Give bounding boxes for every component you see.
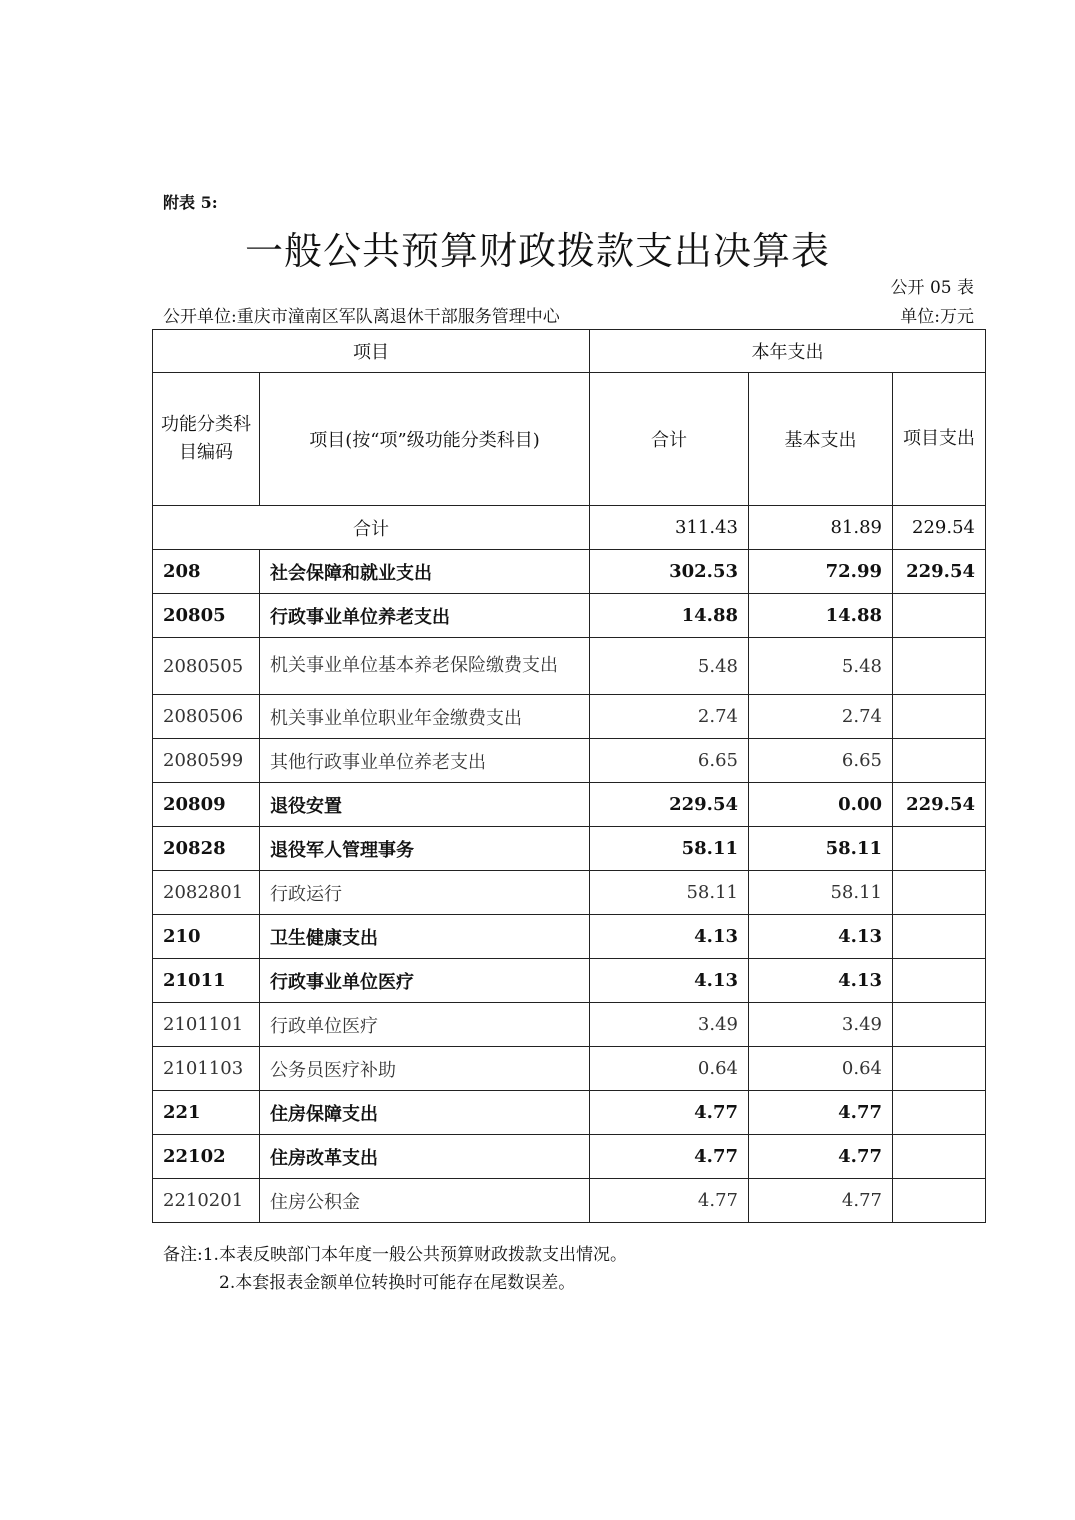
row-name: 住房保障支出 bbox=[260, 1091, 590, 1135]
row-total: 4.77 bbox=[590, 1179, 749, 1223]
table-row bbox=[153, 594, 986, 638]
note-2: 2.本套报表金额单位转换时可能存在尾数误差。 bbox=[219, 1273, 576, 1293]
row-basic: 58.11 bbox=[749, 871, 893, 915]
row-total: 4.77 bbox=[590, 1091, 749, 1135]
row-basic: 4.77 bbox=[749, 1179, 893, 1223]
row-basic: 72.99 bbox=[749, 550, 893, 594]
table-row bbox=[153, 783, 986, 827]
row-code: 2101101 bbox=[153, 1003, 260, 1047]
currency-unit: 单位:万元 bbox=[900, 307, 974, 327]
row-project bbox=[893, 1047, 986, 1091]
row-name: 机关事业单位基本养老保险缴费支出 bbox=[260, 638, 590, 695]
row-code: 2080505 bbox=[153, 638, 260, 695]
note-1: 备注:1.本表反映部门本年度一般公共预算财政拨款支出情况。 bbox=[163, 1245, 627, 1265]
header-row-top bbox=[153, 330, 986, 373]
row-project bbox=[893, 594, 986, 638]
row-project: 229.54 bbox=[893, 550, 986, 594]
page-title: 一般公共预算财政拨款支出决算表 bbox=[244, 229, 830, 273]
row-code: 22102 bbox=[153, 1135, 260, 1179]
row-project bbox=[893, 638, 986, 695]
row-total: 3.49 bbox=[590, 1003, 749, 1047]
table-row bbox=[153, 959, 986, 1003]
row-code: 210 bbox=[153, 915, 260, 959]
row-name: 行政事业单位医疗 bbox=[260, 959, 590, 1003]
total-project: 229.54 bbox=[893, 506, 986, 550]
row-project bbox=[893, 915, 986, 959]
notes bbox=[163, 1241, 627, 1297]
row-basic: 14.88 bbox=[749, 594, 893, 638]
row-project bbox=[893, 695, 986, 739]
row-total: 4.77 bbox=[590, 1135, 749, 1179]
row-name: 社会保障和就业支出 bbox=[260, 550, 590, 594]
row-code: 208 bbox=[153, 550, 260, 594]
attachment-label: 附表 5: bbox=[163, 193, 218, 212]
row-total: 6.65 bbox=[590, 739, 749, 783]
row-total: 14.88 bbox=[590, 594, 749, 638]
row-basic: 4.13 bbox=[749, 915, 893, 959]
row-code: 2210201 bbox=[153, 1179, 260, 1223]
row-total: 0.64 bbox=[590, 1047, 749, 1091]
row-name: 住房改革支出 bbox=[260, 1135, 590, 1179]
table-row bbox=[153, 550, 986, 594]
row-name: 住房公积金 bbox=[260, 1179, 590, 1223]
row-name: 退役军人管理事务 bbox=[260, 827, 590, 871]
row-name: 其他行政事业单位养老支出 bbox=[260, 739, 590, 783]
table-row bbox=[153, 915, 986, 959]
row-project: 229.54 bbox=[893, 783, 986, 827]
row-code: 20809 bbox=[153, 783, 260, 827]
table-row bbox=[153, 827, 986, 871]
row-basic: 6.65 bbox=[749, 739, 893, 783]
header-row-bottom bbox=[153, 373, 986, 506]
row-project bbox=[893, 1135, 986, 1179]
row-total: 4.13 bbox=[590, 959, 749, 1003]
row-basic: 3.49 bbox=[749, 1003, 893, 1047]
header-project: 项目 bbox=[153, 330, 590, 373]
table-row bbox=[153, 695, 986, 739]
row-code: 221 bbox=[153, 1091, 260, 1135]
row-total: 229.54 bbox=[590, 783, 749, 827]
reporting-unit: 公开单位:重庆市潼南区军队离退休干部服务管理中心 bbox=[163, 307, 560, 327]
row-code: 2101103 bbox=[153, 1047, 260, 1091]
header-year-expense: 本年支出 bbox=[590, 330, 986, 373]
row-basic: 4.77 bbox=[749, 1135, 893, 1179]
header-project-expense: 项目支出 bbox=[893, 373, 986, 506]
row-total: 58.11 bbox=[590, 827, 749, 871]
total-basic: 81.89 bbox=[749, 506, 893, 550]
row-name: 行政单位医疗 bbox=[260, 1003, 590, 1047]
total-row bbox=[153, 506, 986, 550]
row-code: 2080506 bbox=[153, 695, 260, 739]
row-total: 2.74 bbox=[590, 695, 749, 739]
row-project bbox=[893, 1179, 986, 1223]
row-name: 公务员医疗补助 bbox=[260, 1047, 590, 1091]
row-basic: 0.00 bbox=[749, 783, 893, 827]
row-project bbox=[893, 1003, 986, 1047]
row-basic: 0.64 bbox=[749, 1047, 893, 1091]
row-name: 机关事业单位职业年金缴费支出 bbox=[260, 695, 590, 739]
row-project bbox=[893, 959, 986, 1003]
row-code: 21011 bbox=[153, 959, 260, 1003]
row-basic: 58.11 bbox=[749, 827, 893, 871]
row-total: 58.11 bbox=[590, 871, 749, 915]
row-basic: 2.74 bbox=[749, 695, 893, 739]
table-row bbox=[153, 739, 986, 783]
table-row bbox=[153, 1003, 986, 1047]
table-row bbox=[153, 1091, 986, 1135]
row-name: 退役安置 bbox=[260, 783, 590, 827]
row-total: 302.53 bbox=[590, 550, 749, 594]
total-label: 合计 bbox=[153, 506, 590, 550]
total-sum: 311.43 bbox=[590, 506, 749, 550]
row-code: 2082801 bbox=[153, 871, 260, 915]
row-name: 卫生健康支出 bbox=[260, 915, 590, 959]
header-name: 项目(按“项”级功能分类科目) bbox=[260, 373, 590, 506]
row-code: 2080599 bbox=[153, 739, 260, 783]
row-code: 20828 bbox=[153, 827, 260, 871]
budget-table bbox=[152, 329, 986, 1223]
row-code: 20805 bbox=[153, 594, 260, 638]
row-basic: 4.13 bbox=[749, 959, 893, 1003]
table-row bbox=[153, 871, 986, 915]
row-project bbox=[893, 739, 986, 783]
row-basic: 4.77 bbox=[749, 1091, 893, 1135]
table-row bbox=[153, 638, 986, 695]
header-code: 功能分类科目编码 bbox=[153, 373, 260, 506]
row-project bbox=[893, 827, 986, 871]
row-total: 4.13 bbox=[590, 915, 749, 959]
row-basic: 5.48 bbox=[749, 638, 893, 695]
row-project bbox=[893, 1091, 986, 1135]
form-number: 公开 05 表 bbox=[890, 278, 974, 298]
row-name: 行政运行 bbox=[260, 871, 590, 915]
table-row bbox=[153, 1047, 986, 1091]
table-row bbox=[153, 1135, 986, 1179]
row-name: 行政事业单位养老支出 bbox=[260, 594, 590, 638]
table-row bbox=[153, 1179, 986, 1223]
header-total: 合计 bbox=[590, 373, 749, 506]
row-total: 5.48 bbox=[590, 638, 749, 695]
row-project bbox=[893, 871, 986, 915]
header-basic: 基本支出 bbox=[749, 373, 893, 506]
